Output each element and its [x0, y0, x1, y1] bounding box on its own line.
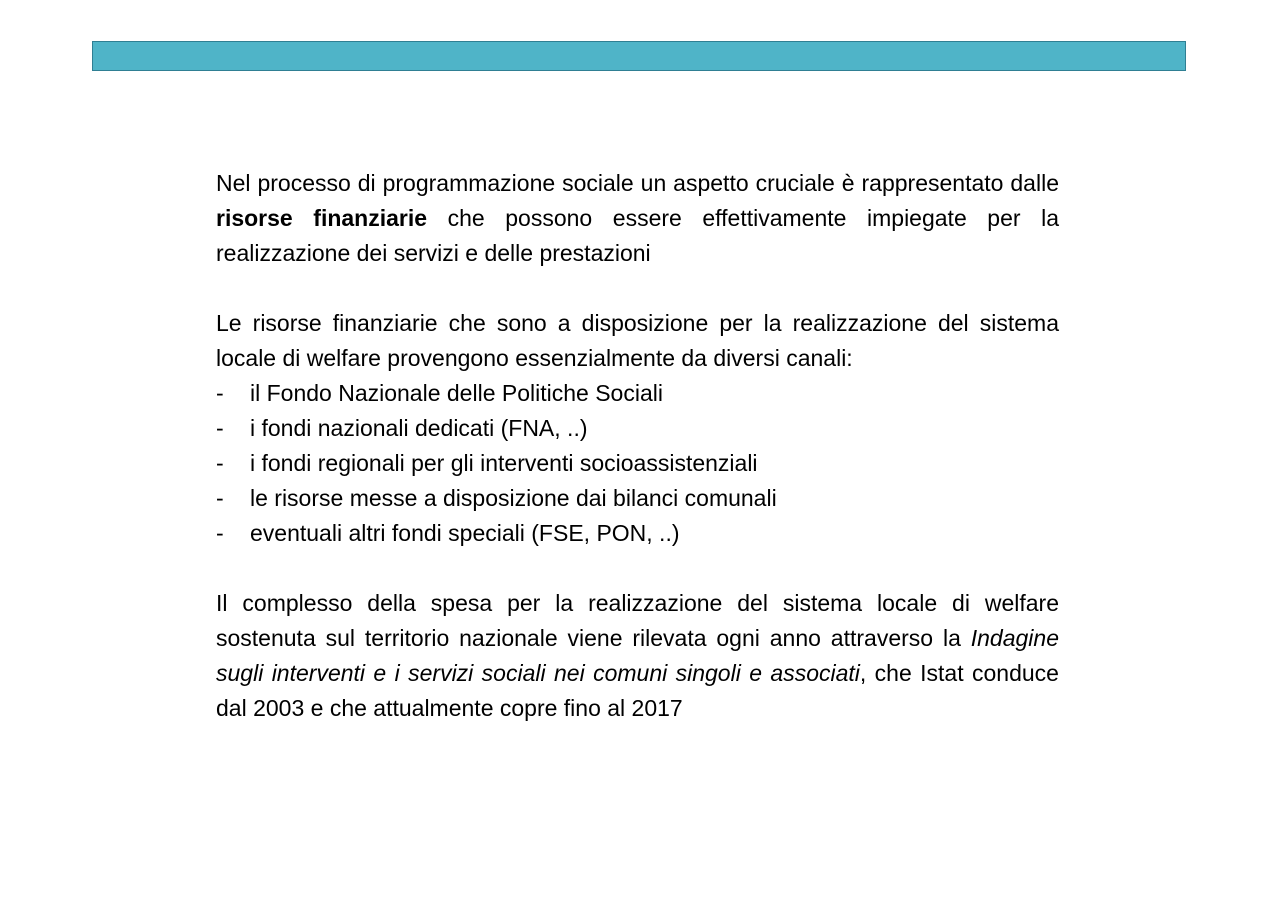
- slide-content: [216, 166, 1059, 726]
- list-item: [216, 516, 1059, 551]
- list-item: [216, 481, 1059, 516]
- list-item: [216, 446, 1059, 481]
- funding-channels-list: [216, 376, 1059, 551]
- paragraph-spacer: [216, 551, 1059, 586]
- bullet-marker: -: [216, 380, 224, 406]
- header-bar: [92, 41, 1186, 71]
- survey-title: Indagine sugli interventi e i servizi sociali nei comuni singoli e associati: [216, 625, 1059, 686]
- list-item-text: i fondi regionali per gli interventi socioassistenziali: [250, 450, 758, 476]
- bullet-marker: -: [216, 485, 224, 511]
- paragraph-1-text-before: Nel processo di programmazione sociale un aspetto cruciale è rappresentato dalle: [216, 170, 1059, 196]
- list-item: [216, 376, 1059, 411]
- bullet-marker: -: [216, 520, 224, 546]
- paragraph-istat-survey: [216, 586, 1059, 726]
- bullet-marker: -: [216, 450, 224, 476]
- list-item: [216, 411, 1059, 446]
- paragraph-3-text-before: Il complesso della spesa per la realizzazione del sistema locale di welfare sostenuta sul territorio nazionale viene rilevata ogni anno attraverso la: [216, 590, 1059, 651]
- paragraph-1-bold-text: risorse finanziarie: [216, 205, 428, 231]
- paragraph-spacer: [216, 271, 1059, 306]
- bullet-marker: -: [216, 415, 224, 441]
- list-item-text: il Fondo Nazionale delle Politiche Sociali: [250, 380, 663, 406]
- paragraph-3-text-after: , che Istat conduce dal 2003 e che attualmente copre fino al 2017: [216, 660, 1059, 721]
- paragraph-1-text-after: che possono essere effettivamente impiegate per la realizzazione dei servizi e delle prestazioni: [216, 205, 1060, 266]
- paragraph-financial-resources: [216, 166, 1059, 271]
- list-item-text: eventuali altri fondi speciali (FSE, PON, ..): [250, 520, 680, 546]
- list-item-text: le risorse messe a disposizione dai bilanci comunali: [250, 485, 777, 511]
- list-item-text: i fondi nazionali dedicati (FNA, ..): [250, 415, 588, 441]
- paragraph-funding-channels-intro: Le risorse finanziarie che sono a disposizione per la realizzazione del sistema locale di welfare provengono essenzialmente da diversi canali:: [216, 310, 1059, 371]
